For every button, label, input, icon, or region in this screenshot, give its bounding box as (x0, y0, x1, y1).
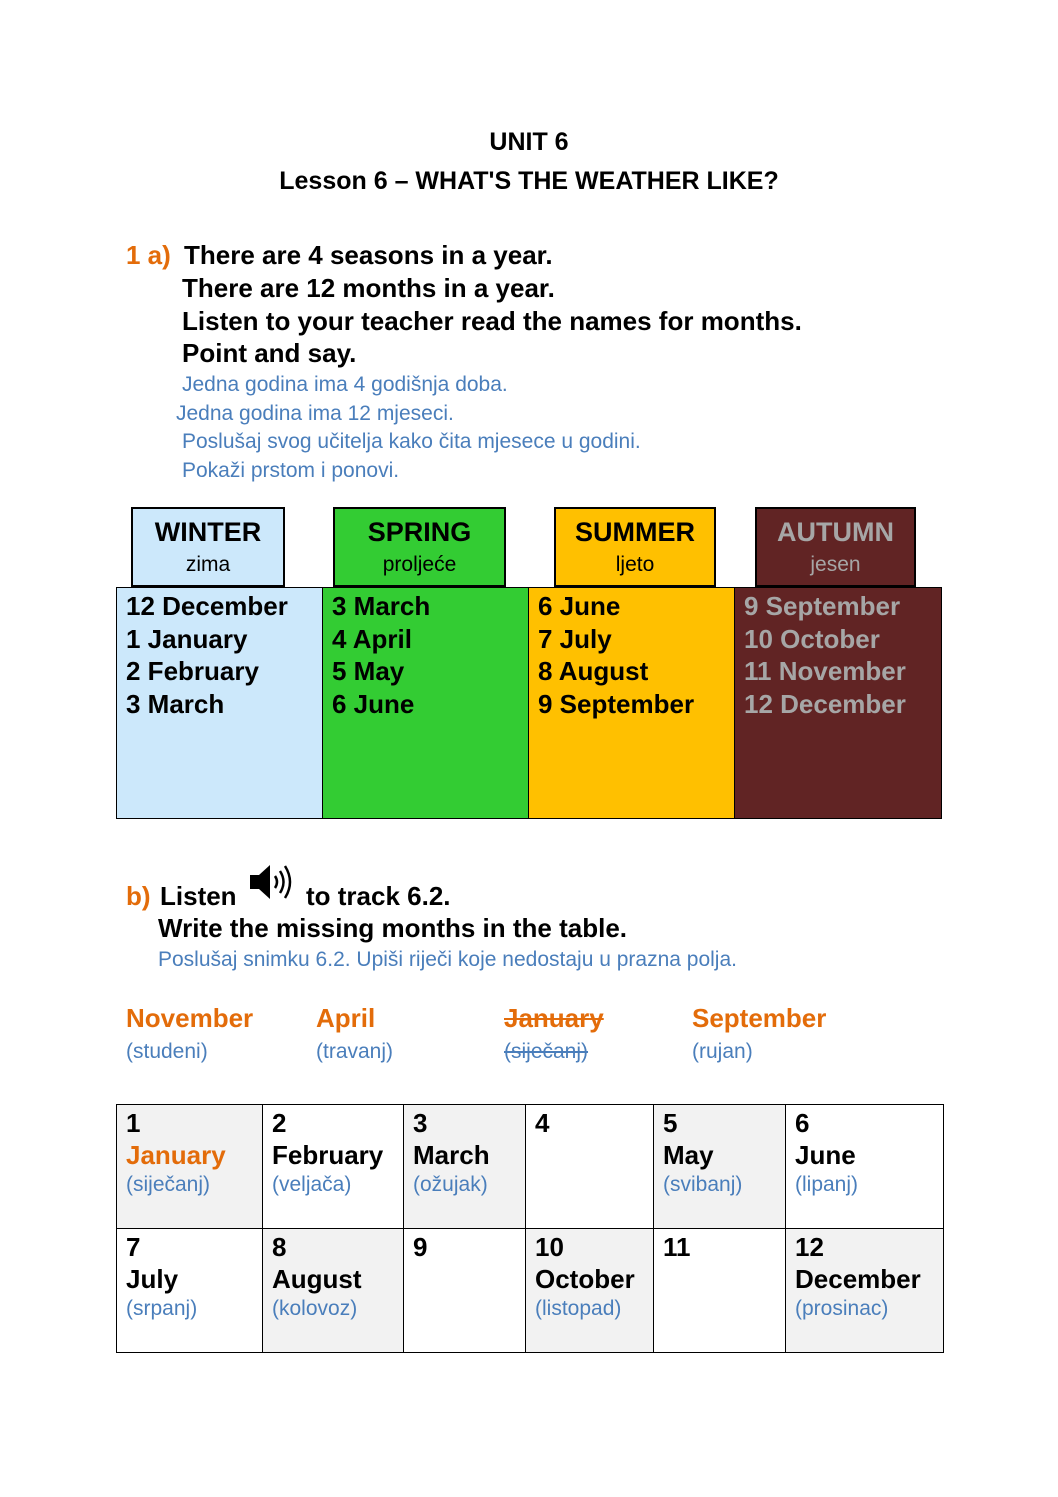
month-cell[interactable] (263, 1229, 404, 1353)
month-item: 6 June (538, 591, 621, 621)
month-item: 10 October (744, 623, 880, 654)
month-cell-blank[interactable] (404, 1229, 526, 1353)
month-number: 12 (795, 1232, 824, 1262)
month-item: 12 December (126, 591, 288, 621)
table-row (117, 1229, 944, 1353)
word-bank-word: September (692, 1003, 827, 1033)
month-translation: (prosinac) (795, 1297, 889, 1320)
task-b-label: b) (126, 881, 151, 911)
month-cell[interactable] (526, 1229, 654, 1353)
month-number: 9 (413, 1232, 428, 1262)
season-months-summer (528, 587, 735, 819)
season-months-autumn (734, 587, 942, 819)
month-item: 5 May (332, 656, 405, 686)
month-cell[interactable] (117, 1105, 263, 1229)
season-translation-spring: proljeće (382, 553, 457, 576)
month-number: 4 (535, 1108, 550, 1138)
task-a-line-2: There are 12 months in a year. (182, 273, 555, 303)
word-bank-translation: (rujan) (692, 1040, 753, 1063)
task-b-track: to track 6.2. (306, 881, 451, 911)
month-name: February (272, 1140, 384, 1170)
word-bank-word: November (126, 1003, 254, 1033)
month-cell-blank[interactable] (654, 1229, 786, 1353)
month-item: 4 April (332, 623, 412, 654)
month-translation: (veljača) (272, 1173, 352, 1196)
season-header-winter (131, 507, 285, 587)
task-a-label: 1 a) (126, 240, 171, 270)
month-name: March (413, 1140, 490, 1170)
season-header-spring (333, 507, 506, 587)
month-number: 11 (663, 1232, 691, 1262)
task-b-listen: Listen (160, 881, 237, 911)
month-number: 5 (663, 1108, 678, 1138)
task-a-translation-1: Jedna godina ima 4 godišnja doba. (182, 373, 508, 396)
month-cell[interactable] (263, 1105, 404, 1229)
month-translation: (listopad) (535, 1297, 622, 1320)
month-item: 7 July (538, 623, 612, 654)
month-translation: (siječanj) (126, 1173, 211, 1196)
month-item: 3 March (126, 688, 225, 719)
lesson-title: Lesson 6 – WHAT'S THE WEATHER LIKE? (279, 167, 779, 195)
month-cell[interactable] (654, 1105, 786, 1229)
season-translation-summer: ljeto (615, 553, 655, 576)
season-name-autumn: AUTUMN (777, 517, 894, 547)
month-translation: (lipanj) (795, 1173, 859, 1196)
month-translation: (svibanj) (663, 1173, 743, 1196)
month-item: 3 March (332, 591, 431, 621)
unit-title: UNIT 6 (489, 128, 569, 156)
month-item: 2 February (126, 656, 259, 686)
task-a-translation-4: Pokaži prstom i ponovi. (182, 459, 400, 482)
season-translation-winter: zima (185, 553, 231, 576)
month-cell-blank[interactable] (526, 1105, 654, 1229)
table-row (117, 1105, 944, 1229)
month-item: 12 December (744, 688, 906, 719)
speaker-icon[interactable] (248, 862, 298, 902)
month-translation: (srpanj) (126, 1297, 198, 1320)
month-item: 6 June (332, 688, 415, 719)
month-cell[interactable] (404, 1105, 526, 1229)
month-translation: (kolovoz) (272, 1297, 358, 1320)
task-b-instruction: Write the missing months in the table. (158, 913, 628, 943)
month-translation: (ožujak) (413, 1173, 488, 1196)
season-header-summer (554, 507, 716, 587)
month-name: January (126, 1140, 226, 1170)
month-item: 1 January (126, 623, 248, 654)
month-name: June (795, 1140, 856, 1170)
task-a-line-4: Point and say. (182, 338, 357, 368)
word-bank-translation: (studeni) (126, 1040, 208, 1063)
month-number: 10 (535, 1232, 564, 1262)
season-name-spring: SPRING (367, 517, 472, 547)
month-name: May (663, 1140, 714, 1170)
month-cell[interactable] (786, 1229, 944, 1353)
month-number: 3 (413, 1108, 428, 1138)
task-a-translation-3: Poslušaj svog učitelja kako čita mjesece u godini. (182, 430, 641, 453)
word-bank-word-crossed: January (504, 1003, 604, 1033)
task-b-translation: Poslušaj snimku 6.2. Upiši riječi koje nedostaju u prazna polja. (158, 948, 737, 971)
month-cell[interactable] (117, 1229, 263, 1353)
season-translation-autumn: jesen (810, 553, 861, 576)
months-table (116, 1104, 944, 1353)
month-number: 8 (272, 1232, 287, 1262)
month-number: 6 (795, 1108, 810, 1138)
season-header-autumn (755, 507, 916, 587)
word-bank-translation-crossed: (siječanj) (504, 1040, 589, 1063)
month-name: October (535, 1264, 635, 1294)
season-name-summer: SUMMER (575, 517, 695, 547)
month-item: 11 November (744, 656, 906, 686)
season-months-spring (322, 587, 529, 819)
season-months-winter (116, 587, 323, 819)
month-name: July (126, 1264, 179, 1294)
month-number: 7 (126, 1232, 141, 1262)
word-bank-word: April (316, 1003, 376, 1033)
word-bank-translation: (travanj) (316, 1040, 394, 1063)
month-number: 2 (272, 1108, 287, 1138)
task-a-translation-2: Jedna godina ima 12 mjeseci. (176, 402, 454, 425)
task-a-line-1: There are 4 seasons in a year. (184, 240, 553, 270)
season-name-winter: WINTER (154, 517, 262, 547)
month-item: 8 August (538, 656, 649, 686)
task-a-line-3: Listen to your teacher read the names for months. (182, 306, 802, 336)
month-name: August (272, 1264, 362, 1294)
month-item: 9 September (744, 591, 901, 621)
month-name: December (795, 1264, 921, 1294)
month-cell[interactable] (786, 1105, 944, 1229)
month-item: 9 September (538, 688, 695, 719)
month-number: 1 (126, 1108, 141, 1138)
